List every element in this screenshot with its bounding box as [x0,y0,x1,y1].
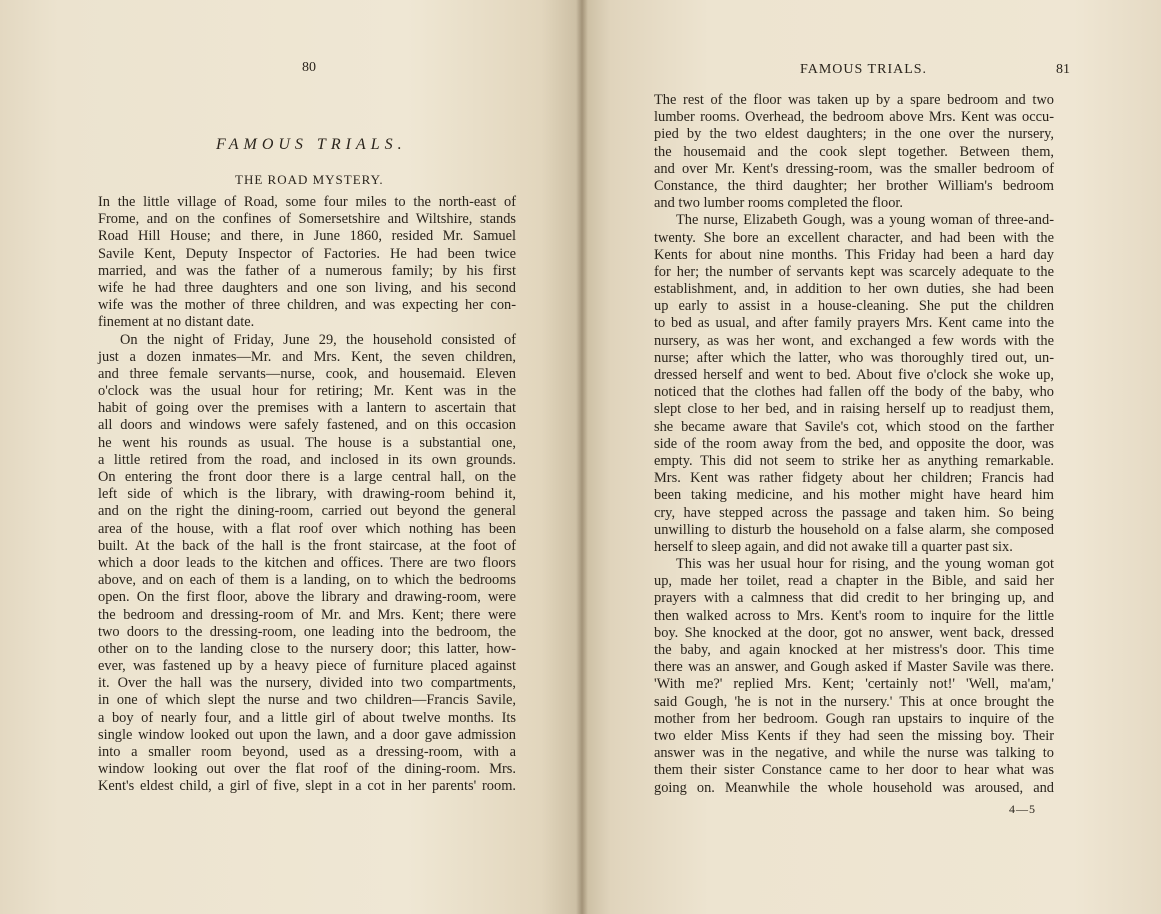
signature-mark: 4—5 [1009,802,1036,816]
left-page-number: 80 [302,60,316,75]
text-line: Constance, the third daughter; her brother William's bedroom [654,177,1054,194]
text-line: then walked across to Mrs. Kent's room to inquire for the little [654,607,1054,624]
text-line: The rest of the floor was taken up by a spare bedroom and two [654,92,1054,108]
text-line: unwilling to disturb the household on a false alarm, she composed [654,521,1054,538]
text-line: the baby, and again knocked at her mistress's door. This time [654,642,1054,658]
text-line: The nurse, Elizabeth Gough, was a young woman of three-and- [676,212,1054,229]
text-line: two doors to the dressing-room, one leading into the bedroom, the [98,623,516,640]
text-line: Frome, and on the confines of Somersetshire and Wiltshire, stands [98,211,516,228]
text-line: dressed herself and went to bed. About five o'clock she woke up, [654,367,1054,383]
left-body-text [98,194,516,796]
text-line: the housemaid and the cook slept together. Between them, [654,143,1054,160]
text-line: Road Hill House; and there, in June 1860, resided Mr. Samuel [98,228,516,245]
text-line: Kents for about nine months. This Friday had been a hard day [654,246,1054,263]
gutter-shadow [576,0,588,914]
text-line: going on. Meanwhile the whole household was aroused, and [654,779,1054,796]
chapter-title: FAMOUS TRIALS. [216,136,407,153]
text-line: Savile Kent, Deputy Inspector of Factories. He had been twice [98,245,516,262]
text-line: up early to assist in a house-cleaning. She put the children [654,298,1054,315]
chapter-subtitle: THE ROAD MYSTERY. [235,172,384,187]
text-line: and on the right the dining-room, carried out beyond the general [98,503,516,520]
text-line: and three female servants—nurse, cook, and housemaid. Eleven [98,365,516,382]
text-line: cry, have stepped across the passage and taken him. So being [654,504,1054,521]
text-line: there was an answer, and Gough asked if Master Savile was there. [654,659,1054,676]
text-line: and two lumber rooms completed the floor. [654,195,903,212]
text-line: herself to sleep again, and did not awake till a quarter past six. [654,538,1013,555]
text-line: twenty. She bore an excellent character, and had been with the [654,229,1054,246]
text-line: to bed as usual, and after family prayers Mrs. Kent came into the [654,315,1054,332]
text-line: nursery, as was her wont, and exchanged a few words with the [654,332,1054,349]
text-line: the bedroom and dressing-room of Mr. and Mrs. Kent; there were [98,606,516,623]
text-line: been taking medicine, and his mother might have heard him [654,487,1054,504]
text-line: above, and on each of them is a landing, on to which the bedrooms [98,572,516,589]
text-line: up, made her toilet, read a chapter in the Bible, and said her [654,573,1054,590]
text-line: o'clock was the usual hour for retiring; Mr. Kent was in the [98,383,516,400]
text-line: This was her usual hour for rising, and the young woman got [676,556,1054,573]
text-line: left side of which is the library, with drawing-room behind it, [98,486,516,503]
text-line: said Gough, 'he is not in the nursery.' This at once brought the [654,693,1054,710]
text-line: into a smaller room beyond, used as a dressing-room, with a [98,744,516,760]
text-line: for her; the number of servants kept was scarcely adequate to the [654,263,1054,280]
text-line: single window looked out upon the lawn, and a door gave admission [98,726,516,743]
text-line: married, and was the father of a numerous family; by his first [98,262,516,279]
text-line: all doors and windows were safely fastened, and on this occasion [98,417,516,434]
text-line: and over Mr. Kent's dressing-room, was the smaller bedroom of [654,160,1054,177]
text-line: it. Over the hall was the nursery, divided into two compartments, [98,675,516,692]
text-line: In the little village of Road, some four miles to the north-east of [98,194,516,210]
text-line: Kent's eldest child, a girl of five, slept in a cot in her parents' room. [98,778,516,795]
text-line: boy. She knocked at the door, got no answer, went back, dressed [654,624,1054,641]
text-line: habit of going over the premises with a lantern to ascertain that [98,400,516,417]
text-line: which a door leads to the kitchen and offices. There are two floors [98,554,516,571]
right-page [582,0,1161,914]
text-line: open. On the first floor, above the library and drawing-room, were [98,589,516,606]
text-line: establishment, and, in addition to her own duties, she had been [654,281,1054,298]
text-line: empty. This did not seem to strike her as anything remarkable. [654,452,1054,469]
text-line: noticed that the clothes had fallen off the body of the baby, who [654,384,1054,401]
text-line: a boy of nearly four, and a little girl of about twelve months. Its [98,709,516,726]
text-line: area of the house, with a flat roof over which nothing has been [98,520,516,537]
running-head: FAMOUS TRIALS. [800,62,928,77]
text-line: two elder Miss Kents if they had seen the missing boy. Their [654,727,1054,744]
text-line: wife he had three daughters and one son living, and his second [98,279,516,296]
text-line: a little retired from the road, and inclosed in its own grounds. [98,451,516,468]
text-line: nurse; after which the latter, who was thoroughly tired out, un- [654,349,1054,366]
text-line: lumber rooms. Overhead, the bedroom above Mrs. Kent was occu- [654,109,1054,126]
text-line: ever, was fastened up by a heavy piece of furniture placed against [98,658,516,675]
right-body-text [654,92,1054,797]
text-line: wife was the mother of three children, and was expecting her con- [98,297,516,314]
right-page-number: 81 [1056,62,1070,77]
text-line: built. At the back of the hall is the front staircase, at the foot of [98,537,516,554]
text-line: 'With me?' replied Mrs. Kent; 'certainly not!' 'Well, ma'am,' [654,676,1054,693]
text-line: finement at no distant date. [98,314,255,331]
text-line: On the night of Friday, June 29, the household consisted of [120,331,516,348]
text-line: them their sister Constance came to her door to hear what was [654,762,1054,779]
text-line: mother from her bedroom. Gough ran upstairs to inquire of the [654,710,1054,727]
text-line: side of the room away from the bed, and opposite the door, was [654,435,1054,452]
text-line: Mrs. Kent was rather fidgety about her children; Francis had [654,470,1054,487]
text-line: other on to the landing close to the nursery door; this latter, how- [98,640,516,657]
text-line: slept close to her bed, and in raising herself up to readjust them, [654,401,1054,418]
text-line: prayers with a calmness that did credit to her bringing up, and [654,590,1054,607]
text-line: answer was in the negative, and while the nurse was talking to [654,745,1054,762]
text-line: she became aware that Savile's cot, which stood on the farther [654,418,1054,435]
text-line: On entering the front door there is a large central hall, on the [98,469,516,485]
text-line: he went his rounds as usual. The house is a substantial one, [98,434,516,451]
text-line: in one of which slept the nurse and two children—Francis Savile, [98,692,516,709]
text-line: just a dozen inmates—Mr. and Mrs. Kent, the seven children, [98,348,516,365]
text-line: window looking out over the flat roof of the dining-room. Mrs. [98,761,516,778]
text-line: pied by the two eldest daughters; in the one over the nursery, [654,126,1054,143]
